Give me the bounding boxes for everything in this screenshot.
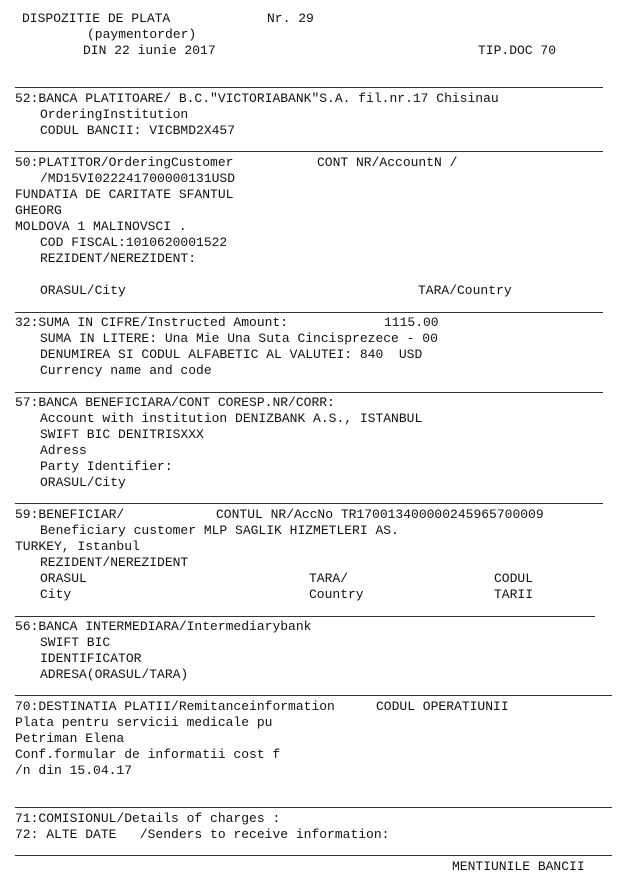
address-label: Adress bbox=[40, 443, 87, 458]
beneficiary-location: TURKEY, Istanbul bbox=[15, 539, 140, 554]
divider bbox=[15, 855, 612, 856]
beneficiary-city-label: ORASUL bbox=[40, 571, 87, 586]
country-code-label: CODUL bbox=[494, 571, 534, 586]
beneficiary-city-en: City bbox=[40, 587, 72, 602]
divider bbox=[15, 312, 603, 313]
payer-name-line1: FUNDATIA DE CARITATE SFANTUL bbox=[15, 187, 234, 202]
currency-code: DENUMIREA SI CODUL ALFABETIC AL VALUTEI: 840 USD bbox=[40, 347, 423, 362]
country-label: TARA/Country bbox=[418, 283, 512, 298]
payer-address: MOLDOVA 1 MALINOVSCI . bbox=[15, 219, 187, 234]
currency-label: Currency name and code bbox=[40, 363, 212, 378]
other-data-label: 72: ALTE DATE /Senders to receive information: bbox=[15, 827, 390, 842]
city-label: ORASUL/City bbox=[40, 283, 126, 298]
amount-value: 1115.00 bbox=[384, 315, 439, 330]
account-label: CONT NR/AccountN / bbox=[317, 155, 458, 170]
payment-purpose-line2: Petriman Elena bbox=[15, 731, 125, 746]
beneficiary-bank-name: Account with institution DENIZBANK A.S., ISTANBUL bbox=[40, 411, 423, 426]
ordering-bank-line: 52:BANCA PLATITOARE/ B.C."VICTORIABANK"S.A. fil.nr.17 Chisinau bbox=[15, 91, 499, 106]
beneficiary-label: 59:BENEFICIAR/ bbox=[15, 507, 125, 522]
divider bbox=[15, 807, 612, 808]
intermediary-swift: SWIFT BIC bbox=[40, 635, 111, 650]
document-type: TIP.DOC 70 bbox=[478, 43, 557, 58]
ordering-institution-label: OrderingInstitution bbox=[40, 107, 189, 122]
country-code-en: TARII bbox=[494, 587, 534, 602]
payment-purpose-line3: Conf.formular de informatii cost f bbox=[15, 747, 281, 762]
charges-label: 71:COMISIONUL/Details of charges : bbox=[15, 811, 281, 826]
divider bbox=[15, 695, 612, 696]
intermediary-bank-label: 56:BANCA INTERMEDIARA/Intermediarybank bbox=[15, 619, 312, 634]
bank-city-label: ORASUL/City bbox=[40, 475, 126, 490]
intermediary-address: ADRESA(ORASUL/TARA) bbox=[40, 667, 189, 682]
document-title: DISPOZITIE DE PLATA bbox=[22, 11, 171, 26]
beneficiary-customer: Beneficiary customer MLP SAGLIK HIZMETLERI AS. bbox=[40, 523, 399, 538]
payment-purpose-line1: Plata pentru servicii medicale pu bbox=[15, 715, 273, 730]
divider bbox=[15, 87, 603, 88]
divider bbox=[15, 503, 603, 504]
resident-label: REZIDENT/NEREZIDENT: bbox=[40, 251, 197, 266]
divider bbox=[15, 151, 603, 152]
beneficiary-country-label: TARA/ bbox=[309, 571, 349, 586]
payer-label: 50:PLATITOR/OrderingCustomer bbox=[15, 155, 234, 170]
divider bbox=[15, 616, 595, 617]
operation-code-label: CODUL OPERATIUNII bbox=[376, 699, 509, 714]
bank-code: CODUL BANCII: VICBMD2X457 bbox=[40, 123, 236, 138]
party-identifier-label: Party Identifier: bbox=[40, 459, 173, 474]
fiscal-code: COD FISCAL:1010620001522 bbox=[40, 235, 228, 250]
divider bbox=[15, 392, 603, 393]
bank-notes-label: MENTIUNILE BANCII bbox=[452, 859, 585, 874]
beneficiary-bank-label: 57:BANCA BENEFICIARA/CONT CORESP.NR/CORR: bbox=[15, 395, 335, 410]
beneficiary-resident-label: REZIDENT/NEREZIDENT bbox=[40, 555, 189, 570]
amount-in-words: SUMA IN LITERE: Una Mie Una Suta Cincisprezece - 00 bbox=[40, 331, 438, 346]
document-date: DIN 22 iunie 2017 bbox=[83, 43, 216, 58]
payment-purpose-label: 70:DESTINATIA PLATII/Remitanceinformation bbox=[15, 699, 335, 714]
beneficiary-account: CONTUL NR/AccNo TR170013400000245965700009 bbox=[216, 507, 544, 522]
swift-bic: SWIFT BIC DENITRISXXX bbox=[40, 427, 204, 442]
intermediary-identifier: IDENTIFICATOR bbox=[40, 651, 142, 666]
payer-account: /MD15VI022241700000131USD bbox=[40, 171, 236, 186]
payer-name-line2: GHEORG bbox=[15, 203, 62, 218]
amount-label: 32:SUMA IN CIFRE/Instructed Amount: bbox=[15, 315, 289, 330]
document-subtitle: (paymentorder) bbox=[87, 27, 197, 42]
beneficiary-country-en: Country bbox=[309, 587, 364, 602]
document-number: Nr. 29 bbox=[267, 11, 314, 26]
payment-purpose-line4: /n din 15.04.17 bbox=[15, 763, 133, 778]
